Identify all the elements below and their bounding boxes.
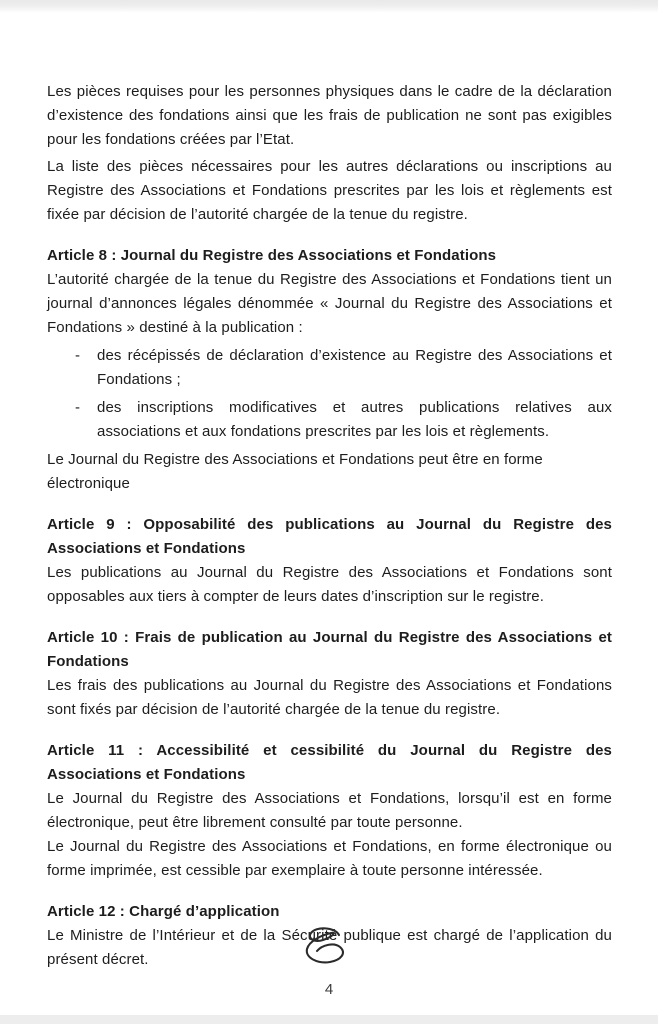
bullet-item xyxy=(47,396,612,444)
bullet-dash: - xyxy=(75,347,81,364)
intro-paragraph: La liste des pièces nécessaires pour les autres déclarations ou inscriptions au Registre des Associations et Fondations prescrites par les lois et règlements est fixée par décision de l’autorité chargée de la tenue du registre. xyxy=(47,158,612,223)
article-12-paragraph: Le Ministre de l’Intérieur et de la Sécurité publique est chargé de l’application du présent décret. xyxy=(47,927,612,968)
bullet-text: des récépissés de déclaration d’existence au Registre des Associations et Fondations ; xyxy=(97,347,612,388)
article-8-heading: Article 8 : Journal du Registre des Associations et Fondations xyxy=(47,247,497,264)
article-8-paragraph: L’autorité chargée de la tenue du Registre des Associations et Fondations tient un journal d’annonces légales dénommée « Journal du Registre des Associations et Fondations » destiné à la publication : xyxy=(47,271,612,336)
bullet-dash: - xyxy=(75,399,81,416)
article-9 xyxy=(47,513,612,609)
article-8 xyxy=(47,244,612,496)
intro-paragraph: Les pièces requises pour les personnes physiques dans le cadre de la déclaration d’existence des fondations ainsi que les frais de publication ne sont pas exigibles pour les fondations créées par l’Etat. xyxy=(47,83,612,148)
bullet-text: des inscriptions modificatives et autres publications relatives aux associations et aux fondations prescrites par les lois et règlements. xyxy=(97,399,612,440)
page-top-shadow xyxy=(0,0,658,13)
article-11-heading: Article 11 : Accessibilité et cessibilité du Journal du Registre des Associations et Fondations xyxy=(47,742,612,783)
article-10 xyxy=(47,626,612,722)
page-number: 4 xyxy=(324,981,334,998)
bullet-item xyxy=(47,344,612,392)
article-10-paragraph: Les frais des publications au Journal du Registre des Associations et Fondations sont fixés par décision de l’autorité chargée de la tenue du registre. xyxy=(47,677,612,718)
page-bottom-edge xyxy=(0,1015,658,1024)
document-body xyxy=(47,80,612,972)
article-11-paragraph: Le Journal du Registre des Associations et Fondations, en forme électronique ou forme imprimée, est cessible par exemplaire à toute personne intéressée. xyxy=(47,838,612,879)
article-9-heading: Article 9 : Opposabilité des publications au Journal du Registre des Associations et Fondations xyxy=(47,516,612,557)
article-11 xyxy=(47,739,612,883)
article-11-paragraph: Le Journal du Registre des Associations et Fondations, lorsqu’il est en forme électronique, peut être librement consulté par toute personne. xyxy=(47,790,612,831)
article-8-closing: Le Journal du Registre des Associations et Fondations peut être en forme électronique xyxy=(47,451,543,492)
article-10-heading: Article 10 : Frais de publication au Journal du Registre des Associations et Fondations xyxy=(47,629,612,670)
article-9-paragraph: Les publications au Journal du Registre des Associations et Fondations sont opposables aux tiers à compter de leurs dates d’inscription sur le registre. xyxy=(47,564,612,605)
handwritten-scribble-icon xyxy=(301,924,349,966)
article-12-heading: Article 12 : Chargé d’application xyxy=(47,903,280,920)
